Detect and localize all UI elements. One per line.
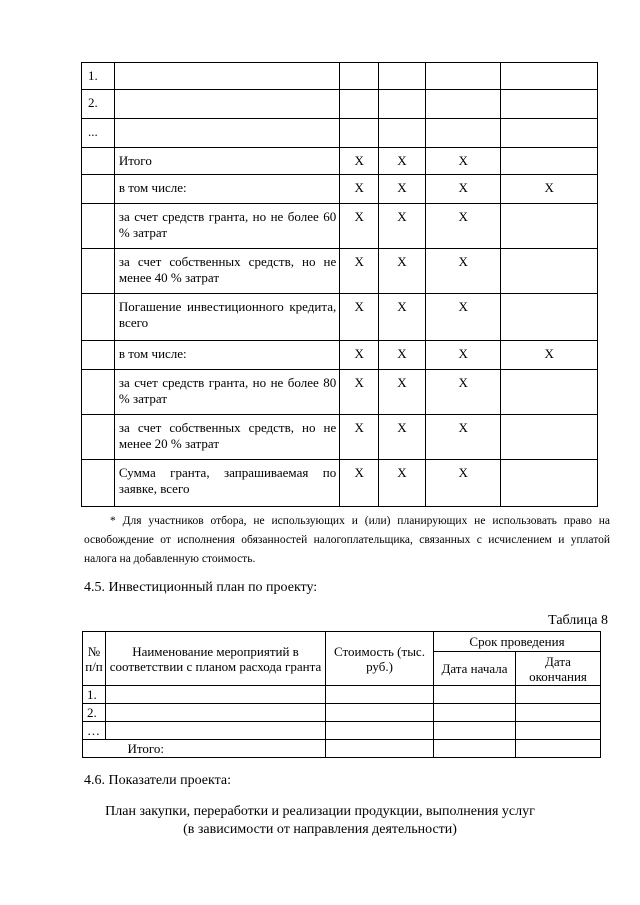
cell-col-2: X (379, 415, 426, 460)
cell-col-3: X (425, 341, 501, 370)
cell-col-4 (501, 63, 598, 90)
cell-col-1: X (340, 370, 379, 415)
row-description: за счет собственных средств, но не менее 20 % затрат (114, 415, 339, 460)
cell-col-2 (379, 90, 426, 119)
cell-col-3: X (425, 204, 501, 249)
row-number (82, 294, 115, 341)
header-start: Дата начала (434, 652, 516, 686)
cell-col-4 (501, 204, 598, 249)
cell-col-4 (501, 249, 598, 294)
row-num: 2. (83, 704, 106, 722)
investment-plan-table (82, 631, 601, 758)
cell-col-1: X (340, 175, 379, 204)
header-cost: Стоимость (тыс. руб.) (326, 632, 434, 686)
cell-col-2: X (379, 460, 426, 507)
header-num: № п/п (83, 632, 106, 686)
cell-col-3: X (425, 175, 501, 204)
row-number: 2. (82, 90, 115, 119)
row-description: за счет средств гранта, но не более 80 % затрат (114, 370, 339, 415)
row-number (82, 148, 115, 175)
cell-col-2: X (379, 370, 426, 415)
cell-col-2: X (379, 204, 426, 249)
cell-col-1: X (340, 148, 379, 175)
row-description: Сумма гранта, запрашиваемая по заявке, всего (114, 460, 339, 507)
cell-col-3: X (425, 370, 501, 415)
row-number (82, 460, 115, 507)
cell-col-3: X (425, 460, 501, 507)
cell-col-3: X (425, 415, 501, 460)
row-num: … (83, 722, 106, 740)
row-description (114, 90, 339, 119)
cell-col-4 (501, 294, 598, 341)
table-row (82, 148, 598, 175)
cost-table (81, 62, 598, 507)
table-row (82, 175, 598, 204)
table-row (82, 119, 598, 148)
footnote: * Для участников отбора, не использующих и (или) планирующих не использовать право на освобождение от исполнения обязанностей налогоплательщика, связанных с исчислением и уплатой налога на добавленную стоимость. (84, 515, 610, 565)
cell-col-1: X (340, 341, 379, 370)
cell-col-2: X (379, 175, 426, 204)
row-number (82, 204, 115, 249)
row-number (82, 175, 115, 204)
row-description (114, 119, 339, 148)
row-description: в том числе: (114, 341, 339, 370)
table-row (82, 341, 598, 370)
row-number (82, 415, 115, 460)
cell-col-4: X (501, 175, 598, 204)
row-number (82, 370, 115, 415)
header-end: Дата окончания (516, 652, 601, 686)
cell-col-1 (340, 90, 379, 119)
table-row (82, 204, 598, 249)
row-description (114, 63, 339, 90)
table-row (82, 63, 598, 90)
cell-col-3 (425, 90, 501, 119)
table-row (82, 415, 598, 460)
section-4-5-heading: 4.5. Инвестиционный план по проекту: (84, 580, 318, 595)
cell-col-2: X (379, 148, 426, 175)
cell-col-2: X (379, 249, 426, 294)
row-description: за счет средств гранта, но не более 60 % затрат (114, 204, 339, 249)
row-description: Итого (114, 148, 339, 175)
row-number (82, 249, 115, 294)
row-number: ... (82, 119, 115, 148)
row-num: 1. (83, 686, 106, 704)
table-row (82, 294, 598, 341)
cell-col-1 (340, 63, 379, 90)
table-row (82, 460, 598, 507)
table-row (82, 90, 598, 119)
cell-col-3 (425, 119, 501, 148)
cell-col-2 (379, 63, 426, 90)
cell-col-4 (501, 90, 598, 119)
cell-col-3 (425, 63, 501, 90)
cell-col-3: X (425, 148, 501, 175)
plan-title: План закупки, переработки и реализации продукции, выполнения услуг (в зависимости от направления деятельности) (105, 804, 535, 837)
cell-col-4 (501, 148, 598, 175)
cell-col-3: X (425, 249, 501, 294)
cell-col-1: X (340, 294, 379, 341)
row-description: в том числе: (114, 175, 339, 204)
row-number (82, 341, 115, 370)
cell-col-1: X (340, 460, 379, 507)
header-name: Наименование мероприятий в соответствии с планом расхода гранта (106, 632, 326, 686)
table-row (82, 370, 598, 415)
table-row (82, 249, 598, 294)
cell-col-4: X (501, 341, 598, 370)
total-label: Итого: (106, 740, 326, 758)
cell-col-3: X (425, 294, 501, 341)
cell-col-2: X (379, 294, 426, 341)
row-number: 1. (82, 63, 115, 90)
row-description: Погашение инвестиционного кредита, всего (114, 294, 339, 341)
section-4-6-heading: 4.6. Показатели проекта: (84, 773, 231, 788)
header-period: Срок проведения (434, 632, 601, 652)
row-description: за счет собственных средств, но не менее 40 % затрат (114, 249, 339, 294)
cell-col-1: X (340, 204, 379, 249)
cell-col-4 (501, 415, 598, 460)
cell-col-1: X (340, 249, 379, 294)
cell-col-4 (501, 370, 598, 415)
cell-col-4 (501, 119, 598, 148)
cell-col-1: X (340, 415, 379, 460)
cell-col-1 (340, 119, 379, 148)
table-caption: Таблица 8 (548, 613, 608, 628)
cell-col-2: X (379, 341, 426, 370)
cell-col-4 (501, 460, 598, 507)
cell-col-2 (379, 119, 426, 148)
